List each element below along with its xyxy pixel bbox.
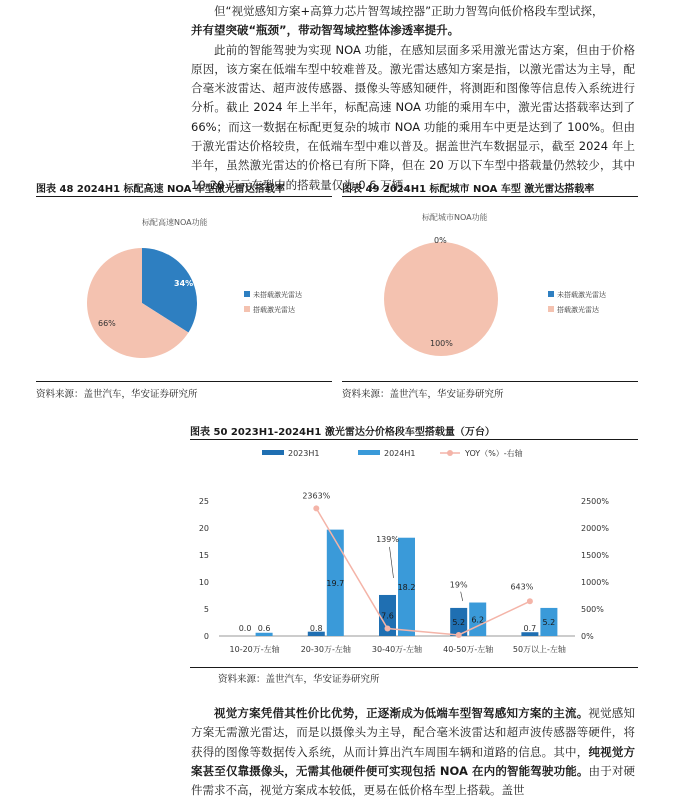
y-right-tick: 2000% [581,524,609,533]
legend-swatch-2024h1 [358,450,380,455]
bar-value-label: 0.7 [523,624,537,633]
bar-value-label: 19.7 [326,578,345,588]
para-line-1: 但“视觉感知方案+高算力芯片智驾域控器”正助力智驾向低价格段车型试探， [214,4,604,18]
y-left-tick: 0 [203,632,209,641]
x-tick-label: 30-40万-左轴 [371,645,423,654]
fig50-rule [190,439,638,440]
yoy-label: 19% [449,580,468,590]
top-paragraph [191,2,635,195]
fig49-title: 图表 49 2024H1 标配城市 NOA 车型 激光雷达搭载率 [342,184,595,195]
yoy-label: 2363% [302,491,331,501]
pie2-legend-equipped: 搭载激光雷达 [557,306,599,314]
y-right-tick: 1500% [581,551,609,560]
y-right-tick: 500% [581,605,604,614]
pie2-legend-swatch-unequipped [548,291,554,297]
pie1-legend-equipped: 搭载激光雷达 [253,306,295,314]
y-left-tick: 5 [203,605,209,614]
pie2-legend-unequipped: 未搭载激光雷达 [557,291,606,299]
y-left-tick: 20 [198,524,209,533]
y-right-tick: 1000% [581,578,609,587]
legend-marker-yoy [447,450,453,456]
fig50-title: 图表 50 2023H1-2024H1 激光雷达分价格段车型搭载量（万台） [190,427,495,438]
bottom-paragraph [191,704,635,798]
pie2-label-unequipped: 0% [434,236,447,245]
pie2-legend-swatch-equipped [548,306,554,312]
pie-chart-highway-noa [36,198,336,380]
bar-value-label: 0.6 [257,624,271,633]
pie1-label-equipped: 66% [98,319,116,328]
yoy-leader [461,592,463,601]
yoy-line [316,508,530,635]
fig49-rule [342,196,638,197]
bar-value-label: 0.8 [309,624,323,633]
x-tick-label: 20-30万-左轴 [300,645,351,654]
y-left-tick: 25 [198,497,209,506]
yoy-point [456,632,462,638]
y-left-tick: 15 [198,551,209,560]
yoy-point [527,598,533,604]
legend-2023h1: 2023H1 [288,449,320,458]
fig48-source: 资料来源：盖世汽车，华安证券研究所 [36,389,198,400]
yoy-point [385,625,391,631]
y-left-tick: 10 [198,578,209,587]
yoy-point [313,505,319,511]
legend-yoy: YOY（%）-右轴 [465,449,523,458]
bar-value-label: 5.2 [542,617,556,627]
bottom-tail: 由于对硬件需求不高，视觉方案成本较低，更易在低价格车型上搭载。盖世 [191,763,636,798]
para-line-2: 并有望突破“瓶颈”，带动智驾域控整体渗透率提升。 [191,23,460,38]
pie1-title: 标配高速NOA功能 [142,218,208,227]
y-right-tick: 0% [581,632,594,641]
fig48-title: 图表 48 2024H1 标配高速 NOA 车型激光雷达搭载率 [36,184,285,195]
yoy-label: 643% [510,582,534,592]
bottom-bold: 纯视觉方案甚至仅靠摄像头，无需其他硬件便可实现包括 NOA 在内的智能驾驶功能。 [191,744,636,778]
yoy-leader [390,547,394,578]
pie2-title: 标配城市NOA功能 [422,213,488,222]
bar-chart-lidar-by-price [190,441,638,666]
y-right-tick: 2500% [581,497,609,506]
fig50-bottom-rule [190,667,638,668]
fig48-bottom-rule [36,381,332,382]
bar-2024h1 [256,633,273,636]
fig48-rule [36,196,332,197]
x-tick-label: 50万以上-左轴 [512,645,566,654]
pie1-legend-unequipped: 未搭载激光雷达 [253,291,302,299]
pie1-legend-swatch-equipped [244,306,250,312]
x-tick-label: 10-20万-左轴 [229,645,280,654]
pie1-label-unequipped: 34% [174,279,194,288]
bar-value-label: 7.6 [381,611,394,621]
bar-value-label: 5.2 [452,617,466,627]
legend-2024h1: 2024H1 [384,449,416,458]
fig49-source: 资料来源：盖世汽车，华安证券研究所 [342,389,504,400]
bottom-body: 视觉感知方案无需激光雷达，而是以摄像头为主导，配合毫米波雷达和超声波传感器等硬件，将获得的图像等数据传入系统，从而计算出汽车周围车辆和道路的信息。其中， [191,706,636,759]
pie-chart-city-noa [342,198,642,380]
bottom-lead: 视觉方案凭借其性价比优势，正逐渐成为低端车型智驾感知方案的主流。 [214,706,589,720]
x-tick-label: 40-50万-左轴 [443,645,494,654]
bar-value-label: 18.2 [397,582,416,592]
pie2-label-equipped: 100% [430,339,453,348]
yoy-label: 139% [376,535,399,545]
legend-swatch-2023h1 [262,450,284,455]
fig49-bottom-rule [342,381,638,382]
para-body: 此前的智能驾驶为实现 NOA 功能，在感知层面多采用激光雷达方案，但由于价格原因，该方案在低端车型中较难普及。激光雷达感知方案是指，以激光雷达为主导，配合毫米波雷达、超声波传感器、摄像头等感知硬件，将测距和图像等信息传入系统进行分析。截止 2024 年上半年，标配高速 NOA 功能的乘用车中，激光雷达搭载率达到了 66%；而这一数据在标配更复杂的城市 NOA 功能的乘用车中更是达到了 100%。但由于激光雷达价格较贵，在低端车型中难以普及。据盖世汽车数据显示，截至 2024 年上半年，虽然激光雷达的价格已有所下降，但在 20 万以下车型中搭载量仍然较少，其中 10-20 万元车型中的搭载量仅为 0.6 万辆。 [191,42,635,192]
bar-value-label: 6.2 [471,615,485,625]
fig50-source: 资料来源：盖世汽车，华安证券研究所 [218,674,380,685]
bar-value-label: 0.0 [238,624,252,633]
pie1-legend-swatch-unequipped [244,291,250,297]
